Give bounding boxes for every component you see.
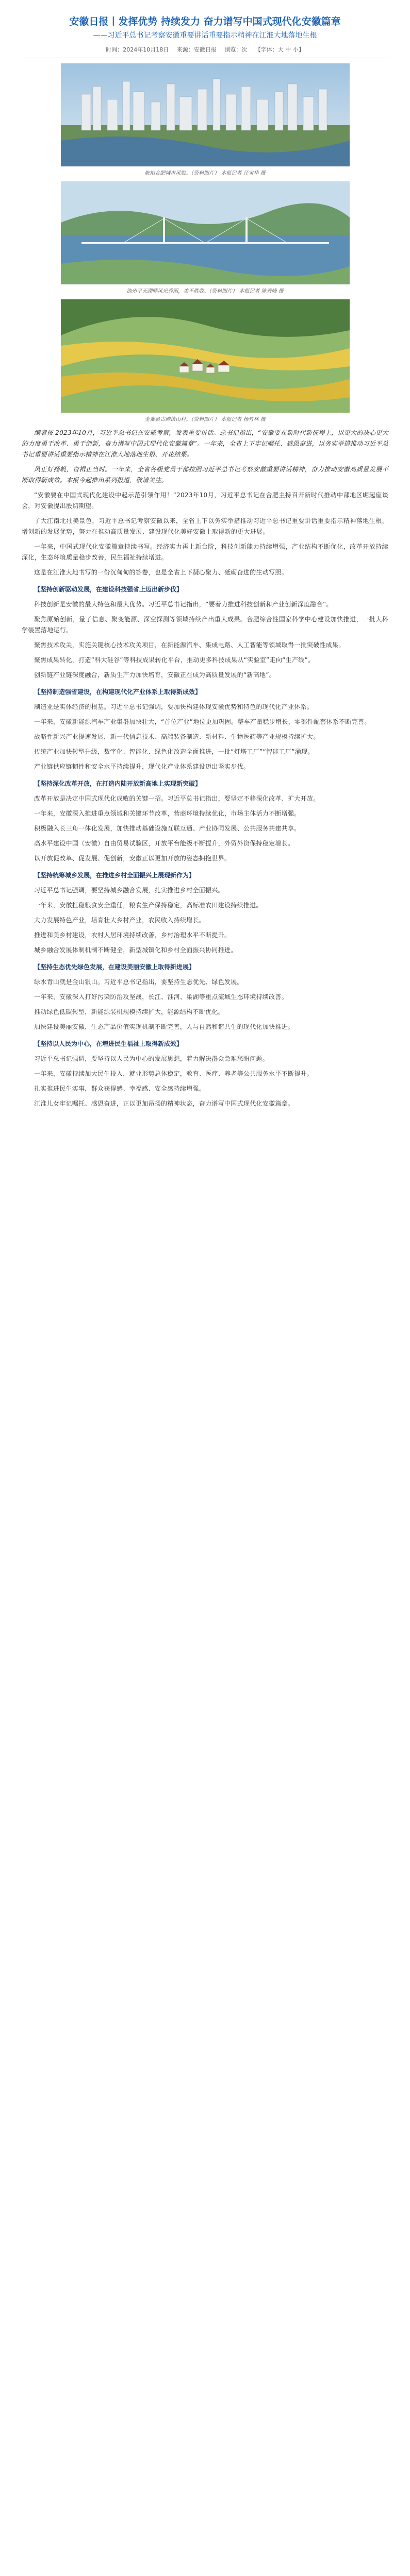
body-paragraph: 一年来，安徽扛稳粮食安全重任，粮食生产保持稳定，高标准农田建设持续推进。 xyxy=(34,902,263,909)
body-paragraph: 改革开放是决定中国式现代化成败的关键一招。习近平总书记指出，要坚定不移深化改革、扩大开放。 xyxy=(34,795,320,802)
article-header xyxy=(0,0,410,54)
body-paragraph: 扎实推进民生实事，群众获得感、幸福感、安全感持续增强。 xyxy=(34,1085,206,1092)
body-paragraph: 产业链供应链韧性和安全水平持续提升，现代化产业体系建设迈出坚实步伐。 xyxy=(34,763,250,770)
section-6 xyxy=(22,1039,388,1109)
body-paragraph: 战略性新兴产业提速发展，新一代信息技术、高端装备制造、新材料、生物医药等产业规模持续扩大。 xyxy=(34,733,320,740)
body-paragraph: 一年来，中国式现代化安徽篇章持续书写。经济实力再上新台阶，科技创新能力持续增强，产业结构不断优化，改革开放持续深化，生态环境质量稳步改善，民生福祉持续增进。 xyxy=(22,543,388,561)
body-paragraph: 习近平总书记强调，要坚持以人民为中心的发展思想，着力解决群众急难愁盼问题。 xyxy=(34,1055,269,1062)
section-heading: 【坚持统筹城乡发展，在推进乡村全面振兴上展现新作为】 xyxy=(34,872,195,879)
publish-date: 时间：2024年10月18日 xyxy=(106,46,169,53)
photo-caption: 池州平天湖畔风光秀丽，美不胜收。（资料图片） 本报记者 陈秀峰 摄 xyxy=(126,289,284,294)
editor-note: 编者按 2023年10月，习近平总书记在安徽考察，发表重要讲话。总书记指出，“安徽要在新时代新征程上，以更大的决心更大的力度勇于改革、勇于创新，奋力谱写中国式现代化安徽篇章”。一年来，全省上下牢记嘱托、感恩奋进，以务实举措推动习近平总书记重要讲话重要指示精神在江淮大地落地生根、开花结果。 xyxy=(22,429,388,458)
article-meta xyxy=(21,45,389,54)
body-paragraph: 科技创新是安徽的最大特色和最大优势。习近平总书记指出，“要着力推进科技创新和产业创新深度融合”。 xyxy=(34,601,333,608)
body-paragraph: 制造业是实体经济的根基。习近平总书记强调，要加快构建体现安徽优势和特色的现代化产业体系。 xyxy=(34,703,314,710)
body-paragraph: 聚焦成果转化，打造“科大硅谷”等科技成果转化平台，推动更多科技成果从“实验室”走向“生产线”。 xyxy=(34,656,315,664)
body-paragraph: 聚焦原始创新，量子信息、聚变能源、深空探测等领域持续产出重大成果。合肥综合性国家科学中心建设加快推进，一批大科学装置落地运行。 xyxy=(22,616,388,634)
font-size-control[interactable]: 【字体：大 中 小】 xyxy=(255,46,304,53)
body-paragraph: 习近平总书记强调，要坚持城乡融合发展，扎实推进乡村全面振兴。 xyxy=(34,887,225,894)
body-paragraph: 高水平建设中国（安徽）自由贸易试验区，开放平台能级不断提升，外贸外资保持稳定增长。 xyxy=(34,840,294,847)
lake-bridge-photo xyxy=(61,181,350,284)
section-0 xyxy=(22,490,388,578)
section-heading: 【坚持制造强省建设，在构建现代化产业体系上取得新成效】 xyxy=(34,688,202,696)
photo-caption: 金寨县古碑镇山村。（资料图片） 本报记者 杨竹林 摄 xyxy=(144,417,266,422)
article-body xyxy=(0,63,410,1109)
section-3 xyxy=(22,778,388,864)
body-paragraph: 以开放促改革、促发展、促创新，安徽正以更加开放的姿态拥抱世界。 xyxy=(34,855,231,862)
body-paragraph: 绿水青山就是金山银山。习近平总书记指出，要坚持生态优先、绿色发展。 xyxy=(34,978,243,986)
editor-note: 风正好扬帆，奋楫正当时。一年来，全省各级党员干部按照习近平总书记考察安徽重要讲话精神，奋力推动安徽高质量发展不断取得新成效。本报今起推出系列报道，敬请关注。 xyxy=(22,466,388,484)
section-heading: 【坚持深化改革开放，在打造内陆开放新高地上实现新突破】 xyxy=(34,780,202,787)
body-paragraph: 一年来，安徽深入推进重点领域和关键环节改革，营商环境持续优化，市场主体活力不断增强。 xyxy=(34,810,301,817)
body-paragraph: 江淮儿女牢记嘱托、感恩奋进，正以更加昂扬的精神状态，奋力谱写中国式现代化安徽篇章。 xyxy=(34,1100,294,1107)
body-paragraph: 这是在江淮大地书写的一份沉甸甸的答卷，也是全省上下凝心聚力、砥砺奋进的生动写照。 xyxy=(34,569,288,576)
section-2 xyxy=(22,687,388,772)
body-paragraph: 推动绿色低碳转型，新能源装机规模持续扩大，能源结构不断优化。 xyxy=(34,1008,225,1015)
section-heading: 【坚持创新驱动发展，在建设科技强省上迈出新步伐】 xyxy=(34,586,183,593)
village-terrace-photo xyxy=(61,299,350,413)
body-paragraph: 创新链产业链深度融合，新质生产力加快培育，安徽正在成为高质量发展的“新高地”。 xyxy=(34,671,276,679)
body-paragraph: 一年来，安徽持续加大民生投入，就业形势总体稳定，教育、医疗、养老等公共服务水平不断提升。 xyxy=(34,1070,314,1077)
body-paragraph: “安徽要在中国式现代化建设中起示范引领作用！”2023年10月，习近平总书记在合肥主持召开新时代推动中部地区崛起座谈会，对安徽提出殷切期望。 xyxy=(22,492,388,510)
view-count: 浏览：次 xyxy=(224,46,248,53)
body-paragraph: 城乡融合发展体制机制不断健全，新型城镇化和乡村全面振兴协同推进。 xyxy=(34,946,237,954)
section-4 xyxy=(22,870,388,956)
body-paragraph: 一年来，安徽深入打好污染防治攻坚战，长江、淮河、巢湖等重点流域生态环境持续改善。 xyxy=(34,993,288,1001)
body-paragraph: 传统产业加快转型升级，数字化、智能化、绿色化改造全面推进，一批“灯塔工厂”“智能工厂”涌现。 xyxy=(34,748,314,755)
section-5 xyxy=(22,962,388,1032)
body-paragraph: 积极融入长三角一体化发展，加快推动基础设施互联互通、产业协同发展、公共服务共建共享。 xyxy=(34,825,301,832)
section-heading: 【坚持生态优先绿色发展，在建设美丽安徽上取得新进展】 xyxy=(34,963,195,971)
photo-caption: 航拍合肥城市风貌。（资料图片） 本报记者 汪宝华 摄 xyxy=(144,171,266,176)
article-title: 安徽日报丨发挥优势 持续发力 奋力谱写中国式现代化安徽篇章 xyxy=(69,16,341,27)
body-paragraph: 加快建设美丽安徽，生态产品价值实现机制不断完善，人与自然和谐共生的现代化加快推进。 xyxy=(34,1023,294,1030)
section-1 xyxy=(22,584,388,681)
body-paragraph: 一年来，安徽新能源汽车产业集群加快壮大，“首位产业”地位更加巩固。整车产量稳步增长，零部件配套体系不断完善。 xyxy=(34,718,371,725)
source-label: 来源：安徽日报 xyxy=(176,46,217,53)
body-paragraph: 推进和美乡村建设，农村人居环境持续改善，乡村治理水平不断提升。 xyxy=(34,931,231,939)
article-subtitle: ——习近平总书记考察安徽重要讲话重要指示精神在江淮大地落地生根 xyxy=(93,31,317,40)
section-heading: 【坚持以人民为中心，在增进民生福祉上取得新成效】 xyxy=(34,1040,183,1047)
body-paragraph: 大力发展特色产业，培育壮大乡村产业，农民收入持续增长。 xyxy=(34,917,206,924)
city-aerial-photo xyxy=(61,63,350,166)
body-paragraph: 聚焦技术攻关，实施关键核心技术攻关项目，在新能源汽车、集成电路、人工智能等领域取得一批突破性成果。 xyxy=(34,641,345,649)
body-paragraph: 了大江南北壮美景色，习近平总书记考察安徽以来，全省上下以务实举措推动习近平总书记重要讲话重要指示精神落地生根，增创新的发展优势，努力在推动高质量发展、建设现代化美好安徽上取得新的更大进展。 xyxy=(22,517,388,535)
